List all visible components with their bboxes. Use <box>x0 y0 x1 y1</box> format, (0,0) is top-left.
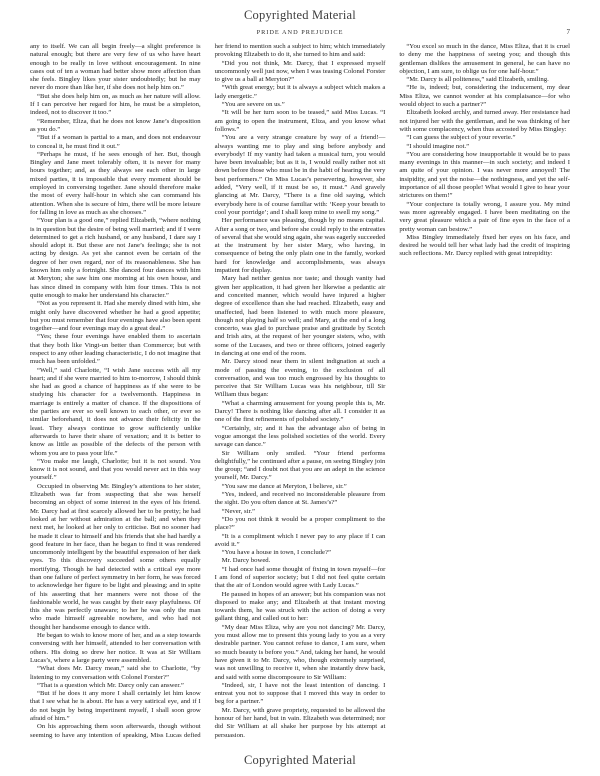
running-header-title: PRIDE AND PREJUDICE <box>256 29 344 36</box>
paragraph: Sir William only smiled. “Your friend performs delightfully,” he continued after a pause, on seeing Bingley join the group; “and I doubt not that you are an adept in the science yourself, Mr. Darcy.” <box>214 449 386 482</box>
paragraph: “Yes, indeed, and received no inconsiderable pleasure from the sight. Do you often dance at St. James’s?” <box>214 491 386 507</box>
paragraph: “What a charming amusement for young people this is, Mr. Darcy! There is nothing like dancing after all. I consider it as one of the first refinements of polished society.” <box>214 399 386 424</box>
paragraph: Occupied in observing Mr. Bingley’s attentions to her sister, Elizabeth was far from suspecting that she was herself becoming an object of some interest in the eyes of his friend. Mr. Darcy had at first scarcely allowed her to be pretty; he had looked at her without admiration at the ball; and when they next met, he looked at her only to criticise. But no sooner had he made it clear to himself and his friends that she had hardly a good feature in her face, than he began to find it was rendered uncommonly intelligent by the beautiful expression of her dark eyes. To this discovery succeeded some others equally mortifying. Though he had detected with a critical eye more than one failure of perfect symmetry in her form, he was forced to acknowledge her figure to be light and pleasing; and in spite of his asserting that her manners were not those of the fashionable world, he was caught by their easy playfulness. Of this she was perfectly unaware; to her he was only the man who made himself agreeable nowhere, and who had not thought her handsome enough to dance with. <box>30 482 201 631</box>
paragraph: He began to wish to know more of her, and as a step towards conversing with her himself, attended to her conversation with others. His doing so drew her notice. It was at Sir William Lucas’s, where a large party were assembled. <box>30 632 201 664</box>
paragraph: “I should imagine not.” <box>406 142 470 150</box>
paragraph: Mr. Darcy stood near them in silent indignation at such a mode of passing the evening, to the exclusion of all conversation, and was too much engrossed by his thoughts to perceive that Sir William Lucas was his neighbour, till Sir William thus began: <box>214 358 386 399</box>
paragraph: “Your plan is a good one,” replied Elizabeth, “where nothing is in question but the desire of being well married; and if I were determined to get a rich husband, or any husband, I dare say I should adopt it. But these are not Jane’s feelings; she is not acting by design. As yet she cannot even be certain of the degree of her own regard, nor of its reasonableness. She has known him only a fortnight. She danced four dances with him at Meryton; she saw him one morning at his own house, and has since dined in company with him four times. This is not quite enough to make her understand his character.” <box>30 217 201 299</box>
paragraph: “Indeed, sir, I have not the least intention of dancing. I entreat you not to suppose that I moved this way in order to beg for a partner.” <box>214 681 386 706</box>
paragraph: “Certainly, sir; and it has the advantage also of being in vogue amongst the less polished societies of the world. Every savage can dance.” <box>214 424 386 449</box>
paragraph: Mary had neither genius nor taste; and though vanity had given her application, it had given her likewise a pedantic air and conceited manner, which would have injured a higher degree of excellence than she had reached. Elizabeth, easy and unaffected, had been listened to with much more pleasure, though not playing half so well; and Mary, at the end of a long concerto, was glad to purchase praise and gratitude by Scotch and Irish airs, at the request of her younger sisters, who, with some of the Lucases, and two or three officers, joined eagerly in dancing at one end of the room. <box>214 275 386 357</box>
paragraph: Elizabeth looked archly, and turned away. Her resistance had not injured her with the gentleman, and he was thinking of her with some complacency, when thus accosted by Miss Bingley: <box>399 109 570 133</box>
paragraph: “What does Mr. Darcy mean,” said she to Charlotte, “by listening to my conversation with Colonel Forster?” <box>30 665 201 681</box>
paragraph: “But if he does it any more I shall certainly let him know that I see what he is about. He has a very satirical eye, and if I do not begin by being impertinent myself, I shall soon grow afraid of him.” <box>30 690 201 723</box>
paragraph: “You have a house in town, I conclude?” <box>221 549 331 557</box>
paragraph: “Perhaps he must, if he sees enough of her. But, though Bingley and Jane meet tolerably often, it is never for many hours together; and, as they always see each other in large mixed parties, it is impossible that every moment should be employed in conversing together. Jane should therefore make the most of every half-hour in which she can command his attention. When she is secure of him, there will be more leisure for falling in love as much as she chooses.” <box>30 150 201 216</box>
paragraph: On his approaching them soon afterwards, though without seeming to have any intention of speaking, Miss Lucas defied her friend to mention such a subject to him; which immediately provoking Elizabeth to do it, she turned to him and said: <box>30 43 386 739</box>
paragraph: “Yes; these four evenings have enabled them to ascertain that they both like Vingt-un better than Commerce; but with respect to any other leading characteristic, I do not imagine that much has been unfolded.” <box>30 333 201 366</box>
paragraph: “It is a compliment which I never pay to any place if I can avoid it.” <box>214 532 386 548</box>
page-header <box>30 28 570 36</box>
paragraph: “Mr. Darcy is all politeness,” said Elizabeth, smiling. <box>406 76 549 84</box>
paragraph: “With great energy; but it is always a subject which makes a lady energetic.” <box>214 84 386 100</box>
paragraph: Her performance was pleasing, though by no means capital. After a song or two, and before she could reply to the entreaties of several that she would sing again, she was eagerly succeeded at the instrument by her sister Mary, who having, in consequence of being the only plain one in the family, worked hard for knowledge and accomplishments, was always impatient for display. <box>214 217 386 275</box>
paragraph: “Remember, Eliza, that he does not know Jane’s disposition as you do.” <box>30 117 201 133</box>
paragraph: “You are a very strange creature by way of a friend!—always wanting me to play and sing before anybody and everybody! If my vanity had taken a musical turn, you would have been invaluable; but as it is, I would really rather not sit down before those who must be in the habit of hearing the very best performers.” On Miss Lucas’s persevering, however, she added, “Very well, if it must be so, it must.” And gravely glancing at Mr. Darcy, “There is a fine old saying, which everybody here is of course familiar with: ‘Keep your breath to cool your porridge’; and I shall keep mine to swell my song.” <box>214 134 386 216</box>
paragraph: “Did you not think, Mr. Darcy, that I expressed myself uncommonly well just now, when I was teasing Colonel Forster to give us a ball at Meryton?” <box>214 59 386 84</box>
page-number: 7 <box>566 28 570 36</box>
paragraph: “Your conjecture is totally wrong, I assure you. My mind was more agreeably engaged. I have been meditating on the very great pleasure which a pair of fine eyes in the face of a pretty woman can bestow.” <box>399 200 570 233</box>
paragraph: “You excel so much in the dance, Miss Eliza, that it is cruel to deny me the happiness of seeing you; and though this gentleman dislikes the amusement in general, he can have no objection, I am sure, to oblige us for one half-hour.” <box>399 43 570 75</box>
copyright-notice-bottom: Copyrighted Material <box>244 753 356 767</box>
paragraph: any to itself. We can all begin freely—a slight preference is natural enough; but there are very few of us who have heart enough to be really in love without encouragement. In nine cases out of ten a woman had better show more affection than she feels. Bingley likes your sister undoubtedly; but he may never do more than like her, if she does not help him on.” <box>30 43 201 92</box>
paragraph: “It will be her turn soon to be teased,” said Miss Lucas. “I am going to open the instrument, Eliza, and you know what follows.” <box>214 109 386 133</box>
paragraph: Miss Bingley immediately fixed her eyes on his face, and desired he would tell her what lady had the credit of inspiring such reflections. Mr. Darcy replied with great intrepidity: <box>399 233 570 258</box>
paragraph: “You are severe on us.” <box>221 101 285 109</box>
paragraph: “Do you not think it would be a proper compliment to the place?” <box>214 515 386 532</box>
paragraph: “I had once had some thought of fixing in town myself—for I am fond of superior society; but I did not feel quite certain that the air of London would agree with Lady Lucas.” <box>214 565 386 590</box>
paragraph: “I can guess the subject of your reverie.” <box>406 134 516 142</box>
paragraph: “You saw me dance at Meryton, I believe, sir.” <box>221 482 347 490</box>
paragraph: “Not as you represent it. Had she merely dined with him, she might only have discovered whether he had a good appetite; but you must remember that four evenings have also been spent together—and four evenings may do a great deal.” <box>30 300 201 333</box>
text-columns <box>30 43 570 743</box>
paragraph: “My dear Miss Eliza, why are you not dancing? Mr. Darcy, you must allow me to present this young lady to you as a very desirable partner. You cannot refuse to dance, I am sure, when so much beauty is before you.” And, taking her hand, he would have given it to Mr. Darcy, who, though extremely surprised, was not unwilling to receive it, when she instantly drew back, and said with some discomposure to Sir William: <box>214 623 386 681</box>
paragraph: “But if a woman is partial to a man, and does not endeavour to conceal it, he must find it out.” <box>30 134 201 150</box>
paragraph: “Well,” said Charlotte, “I wish Jane success with all my heart; and if she were married to him to-morrow, I should think she had as good a chance of happiness as if she were to be studying his character for a twelvemonth. Happiness in marriage is entirely a matter of chance. If the dispositions of the parties are ever so well known to each other, or ever so similar beforehand, it does not advance their felicity in the least. They always continue to grow sufficiently unlike afterwards to have their share of vexation; and it is better to know as little as possible of the defects of the person with whom you are to pass your life.” <box>30 366 201 457</box>
paragraph: Mr. Darcy, with grave propriety, requested to be allowed the honour of her hand, but in vain. Elizabeth was determined; nor did Sir William at all shake her purpose by his attempt at persuasion. <box>214 706 386 739</box>
paragraph: “He is, indeed; but, considering the inducement, my dear Miss Eliza, we cannot wonder at his complaisance—for who would object to such a partner?” <box>399 84 570 109</box>
paragraph: Mr. Darcy bowed. <box>221 557 271 565</box>
paragraph: He paused in hopes of an answer; but his companion was not disposed to make any; and Elizabeth at that instant moving towards them, he was struck with the action of doing a very gallant thing, and called out to her: <box>214 590 386 623</box>
paragraph: “You are considering how insupportable it would be to pass many evenings in this manner—in such society; and indeed I am quite of your opinion. I was never more annoyed! The insipidity, and yet the noise—the nothingness, and yet the self-importance of all those people! What would I give to hear your strictures on them!” <box>399 150 570 200</box>
paragraph: “But she does help him on, as much as her nature will allow. If I can perceive her regard for him, he must be a simpleton, indeed, not to discover it too.” <box>30 92 201 117</box>
copyright-notice-top: Copyrighted Material <box>244 8 356 22</box>
paragraph: “Never, sir.” <box>221 507 255 515</box>
paragraph: “That is a question which Mr. Darcy only can answer.” <box>37 681 184 689</box>
paragraph: “You make me laugh, Charlotte; but it is not sound. You know it is not sound, and that you would never act in this way yourself.” <box>30 457 201 482</box>
